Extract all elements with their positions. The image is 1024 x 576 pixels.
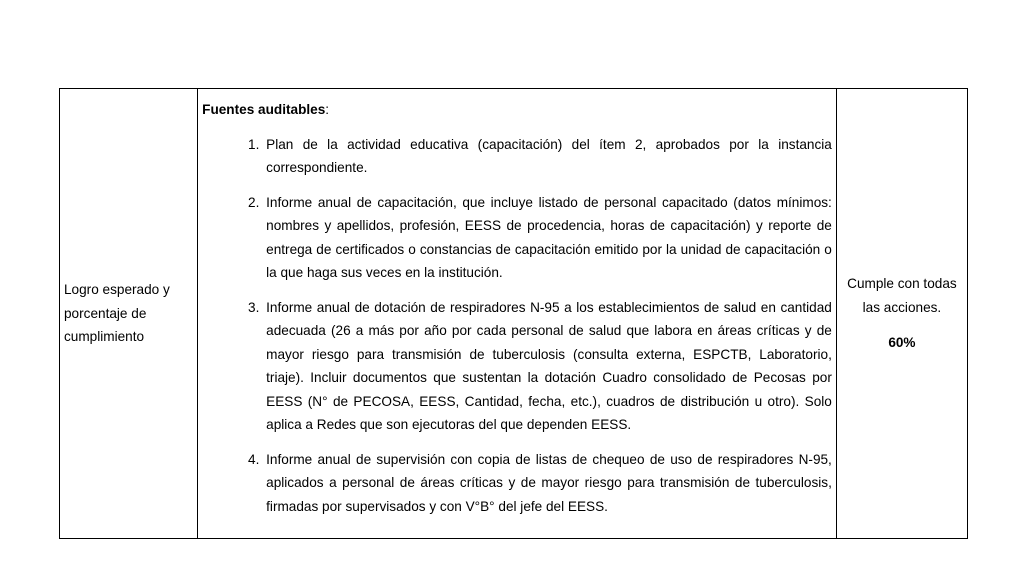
- result-text: Cumple con todas las acciones.: [847, 276, 957, 315]
- content-heading: [202, 98, 832, 122]
- table-row: [60, 89, 968, 539]
- heading-text: Fuentes auditables: [202, 102, 326, 117]
- label-cell: [60, 89, 198, 539]
- heading-suffix: :: [325, 102, 330, 117]
- criteria-table: [59, 88, 968, 539]
- audit-sources-list: [202, 133, 832, 519]
- label-text: Logro esperado y porcentaje de cumplimiento: [64, 282, 170, 345]
- list-item: 3. Informe anual de dotación de respiradores N-95 a los establecimientos de salud en cantidad adecuada (26 a más por año por cada personal de salud que labora en áreas críticas y de mayor riesgo para transmisión de tuberculosis (consulta externa, ESPCTB, Laboratorio, triaje). Incluir documentos que sustentan la dotación Cuadro consolidado de Pecosas por EESS (N° de PECOSA, EESS, Cantidad, fecha, etc.), cuadros de distribución u otro). Solo aplica a Redes que son ejecutoras del que dependen EESS.: [263, 296, 832, 437]
- list-item: 4. Informe anual de supervisión con copia de listas de chequeo de uso de respiradores N-95, aplicados a personal de áreas críticas y de mayor riesgo para transmisión de tuberculosis, firmadas por supervisados y con V°B° del jefe del EESS.: [263, 448, 832, 519]
- list-item: 1. Plan de la actividad educativa (capacitación) del ítem 2, aprobados por la instancia correspondiente.: [263, 133, 832, 180]
- content-cell: [198, 89, 837, 539]
- result-percentage: 60%: [888, 335, 916, 351]
- list-item: 2. Informe anual de capacitación, que incluye listado de personal capacitado (datos mínimos: nombres y apellidos, profesión, EESS de procedencia, horas de capacitación) y reporte de entrega de certificados o constancias de capacitación emitido por la unidad de capacitación o la que haga sus veces en la institución.: [263, 191, 832, 285]
- result-cell: [836, 89, 967, 539]
